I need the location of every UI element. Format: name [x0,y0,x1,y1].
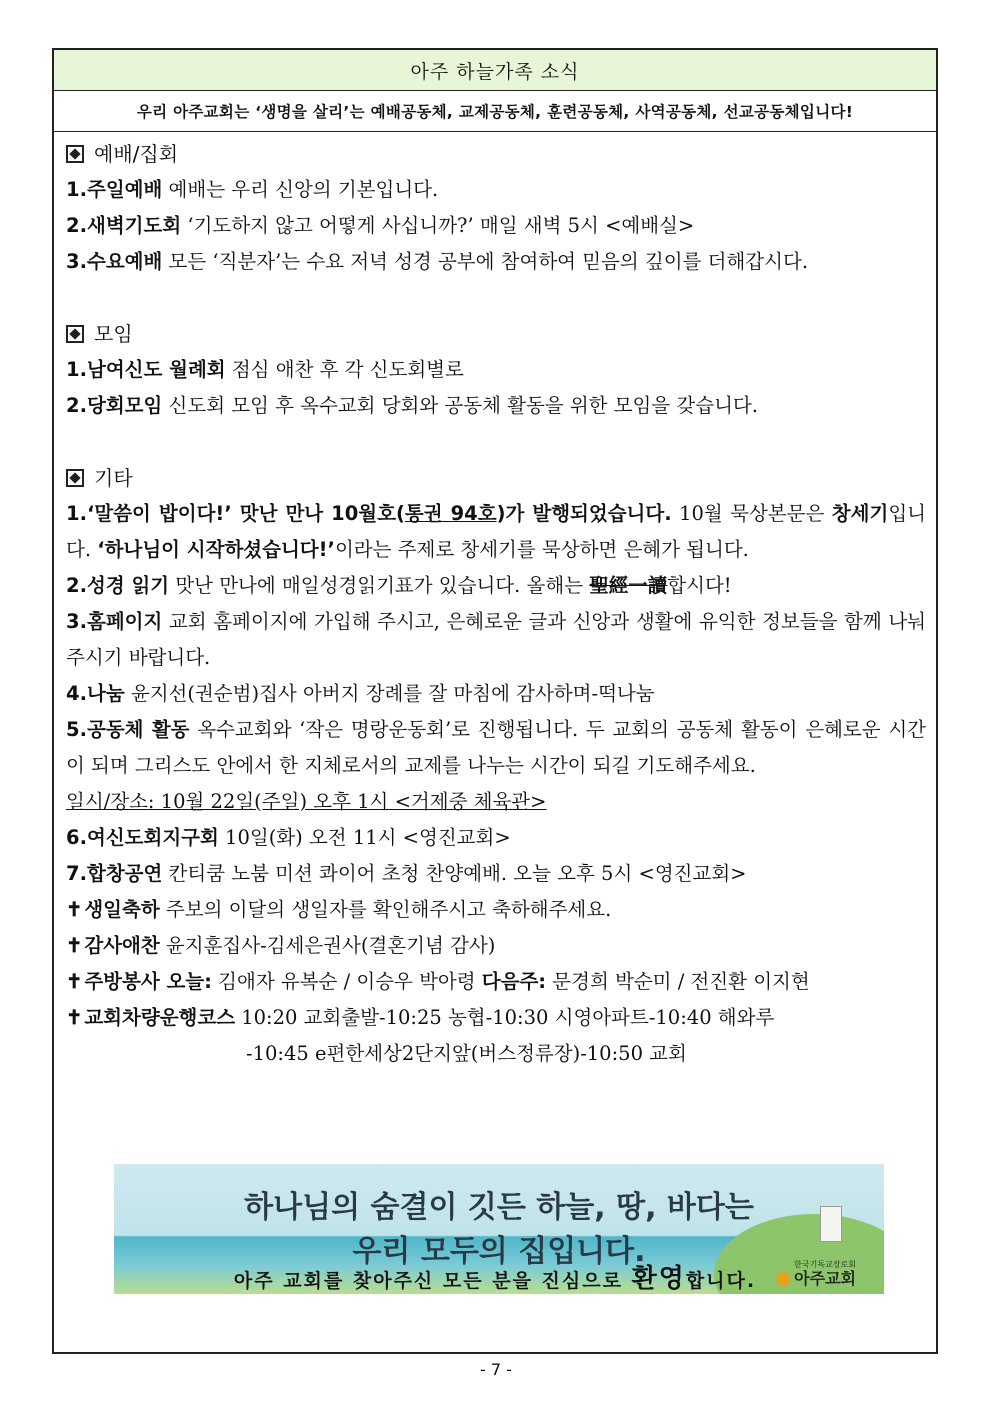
schedule-line: 일시/장소: 10월 22일(주일) 오후 1시 <거제중 체육관> [66,790,547,813]
page-title: 아주 하늘가족 소식 [54,50,936,91]
cross-icon: ✝ [66,1006,83,1029]
list-item: 5.공동체 활동 옥수교회와 ‘작은 명랑운동회’로 진행됩니다. 두 교회의 공동체 활동이 은혜로운 시간이 되며 그리스도 안에서 한 지체로서의 교제를 나누는 시간이 되길 기도해주세요. [66,718,926,777]
list-item: ✝ 교회차량운행코스 10:20 교회출발-10:25 농협-10:30 시영아파트-10:40 해와루 [66,1006,775,1029]
list-item: 1.‘말씀이 밥이다!’ 맛난 만나 10월호(통권 94호)가 발행되었습니다. 10월 묵상본문은 창세기입니다. ‘하나님이 시작하셨습니다!’이라는 주제로 창세기를 묵상하면 은혜가 됩니다. [66,502,926,561]
cross-icon: ✝ [66,934,83,957]
list-item: ✝ 감사애찬 윤지훈집사-김세은권사(결혼기념 감사) [66,934,496,957]
list-item: 3.홈페이지 교회 홈페이지에 가입해 주시고, 은혜로운 글과 신앙과 생활에 유익한 정보들을 함께 나눠 주시기 바랍니다. [66,610,926,669]
welcome-message: 아주 교회를 찾아주신 모든 분을 진심으로 환영합니다. [233,1264,757,1294]
diamond-box-icon [66,145,84,163]
content [54,132,936,1072]
list-item: 4.나눔 윤지선(권순범)집사 아버지 장례를 잘 마침에 감사하며-떡나눔 [66,682,655,705]
list-item: 2.새벽기도회 ‘기도하지 않고 어떻게 사십니까?’ 매일 새벽 5시 <예배실> [66,214,695,237]
page-number: - 7 - [480,1360,512,1379]
list-item: 2.당회모임 신도회 모임 후 옥수교회 당회와 공동체 활동을 위한 모임을 갖습니다. [66,394,758,417]
section-heading-meeting: 모임 [66,316,926,352]
banner-line-2: 우리 모두의 집입니다. [352,1234,646,1269]
list-item: 7.합창공연 칸티쿰 노붐 미션 콰이어 초청 찬양예배. 오늘 오후 5시 <영진교회> [66,862,747,885]
cross-icon: ✝ [66,898,83,921]
diamond-box-icon [66,469,84,487]
list-item: 1.남여신도 월례회 점심 애찬 후 각 신도회별로 [66,358,464,381]
list-item-continued: -10:45 e편한세상2단지앞(버스정류장)-10:50 교회 [246,1042,687,1065]
banner-line-1: 하나님의 숨결이 깃든 하늘, 땅, 바다는 [244,1190,754,1225]
list-item: 3.수요예배 모든 ‘직분자’는 수요 저녁 성경 공부에 참여하여 믿음의 깊이를 더해갑시다. [66,250,809,273]
cross-icon: ✝ [66,970,83,993]
section-heading-worship: 예배/집회 [66,136,926,172]
page-subtitle: 우리 아주교회는 ‘생명을 살리’는 예배공동체, 교제공동체, 훈련공동체, 사역공동체, 선교공동체입니다! [54,91,936,132]
list-item: ✝ 생일축하 주보의 이달의 생일자를 확인해주시고 축하해주세요. [66,898,612,921]
list-item: 2.성경 읽기 맛난 만나에 매일성경읽기표가 있습니다. 올해는 聖經一讀합시다! [66,574,732,597]
list-item: 1.주일예배 예배는 우리 신앙의 기본입니다. [66,178,439,201]
church-logo: 한국기독교장로회 아주교회 [776,1258,856,1286]
section-heading-other: 기타 [66,460,926,496]
diamond-box-icon [66,325,84,343]
list-item: 6.여신도회지구회 10일(화) 오전 11시 <영진교회> [66,826,511,849]
list-item: ✝ 주방봉사 오늘: 김애자 유복순 / 이승우 박아령 다음주: 문경희 박순미 / 전진환 이지현 [66,970,810,993]
newsletter-frame [52,48,938,1354]
